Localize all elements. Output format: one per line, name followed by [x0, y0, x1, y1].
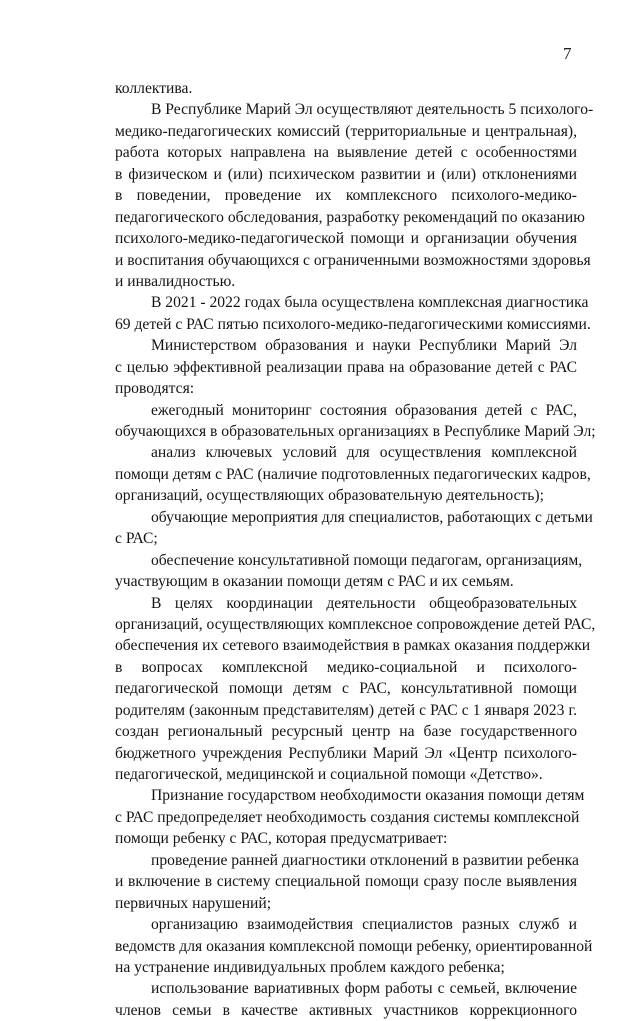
text-line: организаций, осуществляющих образовательную деятельность);	[115, 487, 544, 505]
text-line: проведение ранней диагностики отклонений в развитии ребенка	[151, 851, 579, 869]
text-line: обучающихся в образовательных организациях в Республике Марий Эл;	[115, 423, 596, 440]
text-line: с РАС;	[115, 530, 158, 548]
text-line: Признание государством необходимости оказания помощи детям	[151, 787, 585, 805]
text-line: педагогической, медицинской и социальной помощи «Детство».	[115, 766, 543, 783]
text-line: обеспечение консультативной помощи педагогам, организациям,	[151, 551, 583, 569]
text-line: и включение в систему специальной помощи сразу после выявления	[115, 873, 577, 891]
text-line: В Республике Марий Эл осуществляют деятельность 5 психолого-	[151, 101, 594, 119]
body-text	[115, 78, 596, 1021]
text-line: участвующим в оказании помощи детям с РАС и их семьям.	[115, 573, 514, 591]
text-line: Министерством образования и науки Республики Марий Эл	[151, 337, 577, 355]
text-line: обучающие мероприятия для специалистов, работающих с детьми	[151, 508, 593, 526]
text-line: организацию взаимодействия специалистов разных служб и	[151, 916, 577, 934]
text-line: проводятся:	[115, 380, 195, 398]
text-line: педагогической помощи детям с РАС, консультативной помощи	[115, 680, 577, 698]
text-line: и воспитания обучающихся с ограниченными возможностями здоровья	[115, 251, 591, 269]
text-line: с РАС предопределяет необходимость создания системы комплексной	[115, 808, 580, 826]
text-line: с целью эффективной реализации права на образование детей с РАС	[115, 358, 577, 376]
text-line: ведомств для оказания комплексной помощи ребенку, ориентированной	[115, 937, 593, 955]
text-line: анализ ключевых условий для осуществления комплексной	[151, 444, 577, 462]
text-line: работа которых направлена на выявление детей с особенностями	[115, 144, 577, 162]
text-line: членов семьи в качестве активных участников коррекционного	[115, 1001, 577, 1019]
page-number: 7	[563, 44, 572, 63]
text-line: родителям (законным представителям) детей с РАС с 1 января 2023 г.	[115, 701, 577, 719]
text-line: использование вариативных форм работы с семьей, включение	[151, 980, 577, 998]
text-line: создан региональный ресурсный центр на базе государственного	[115, 723, 577, 741]
text-line: психолого-медико-педагогической помощи и организации обучения	[115, 230, 577, 248]
text-line: первичных нарушений;	[115, 894, 272, 912]
text-line: педагогического обследования, разработку рекомендаций по оказанию	[115, 208, 585, 226]
text-line: на устранение индивидуальных проблем каждого ребенка;	[115, 958, 505, 976]
text-line: помощи детям с РАС (наличие подготовленных педагогических кадров,	[115, 465, 591, 483]
text-line: коллектива.	[115, 80, 193, 97]
text-line: организаций, осуществляющих комплексное сопровождение детей РАС,	[115, 615, 596, 633]
text-line: В целях координации деятельности общеобразовательных	[151, 594, 577, 612]
text-line: медико-педагогических комиссий (территориальные и центральная),	[115, 122, 577, 140]
text-line: обеспечения их сетевого взаимодействия в рамках оказания поддержки	[115, 637, 591, 655]
text-line: в поведении, проведение их комплексного психолого-медико-	[115, 187, 577, 205]
text-line: в физическом и (или) психическом развитии и (или) отклонениями	[115, 165, 577, 183]
text-line: бюджетного учреждения Республики Марий Эл «Центр психолого-	[115, 744, 577, 762]
text-line: ежегодный мониторинг состояния образования детей с РАС,	[151, 401, 577, 419]
text-line: В 2021 - 2022 годах была осуществлена комплексная диагностика	[151, 294, 589, 312]
text-line: помощи ребенку с РАС, которая предусматривает:	[115, 830, 448, 848]
text-line: 69 детей с РАС пятью психолого-медико-педагогическими комиссиями.	[115, 315, 591, 333]
text-line: и инвалидностью.	[115, 272, 236, 290]
text-line: в вопросах комплексной медико-социальной и психолого-	[115, 658, 577, 676]
